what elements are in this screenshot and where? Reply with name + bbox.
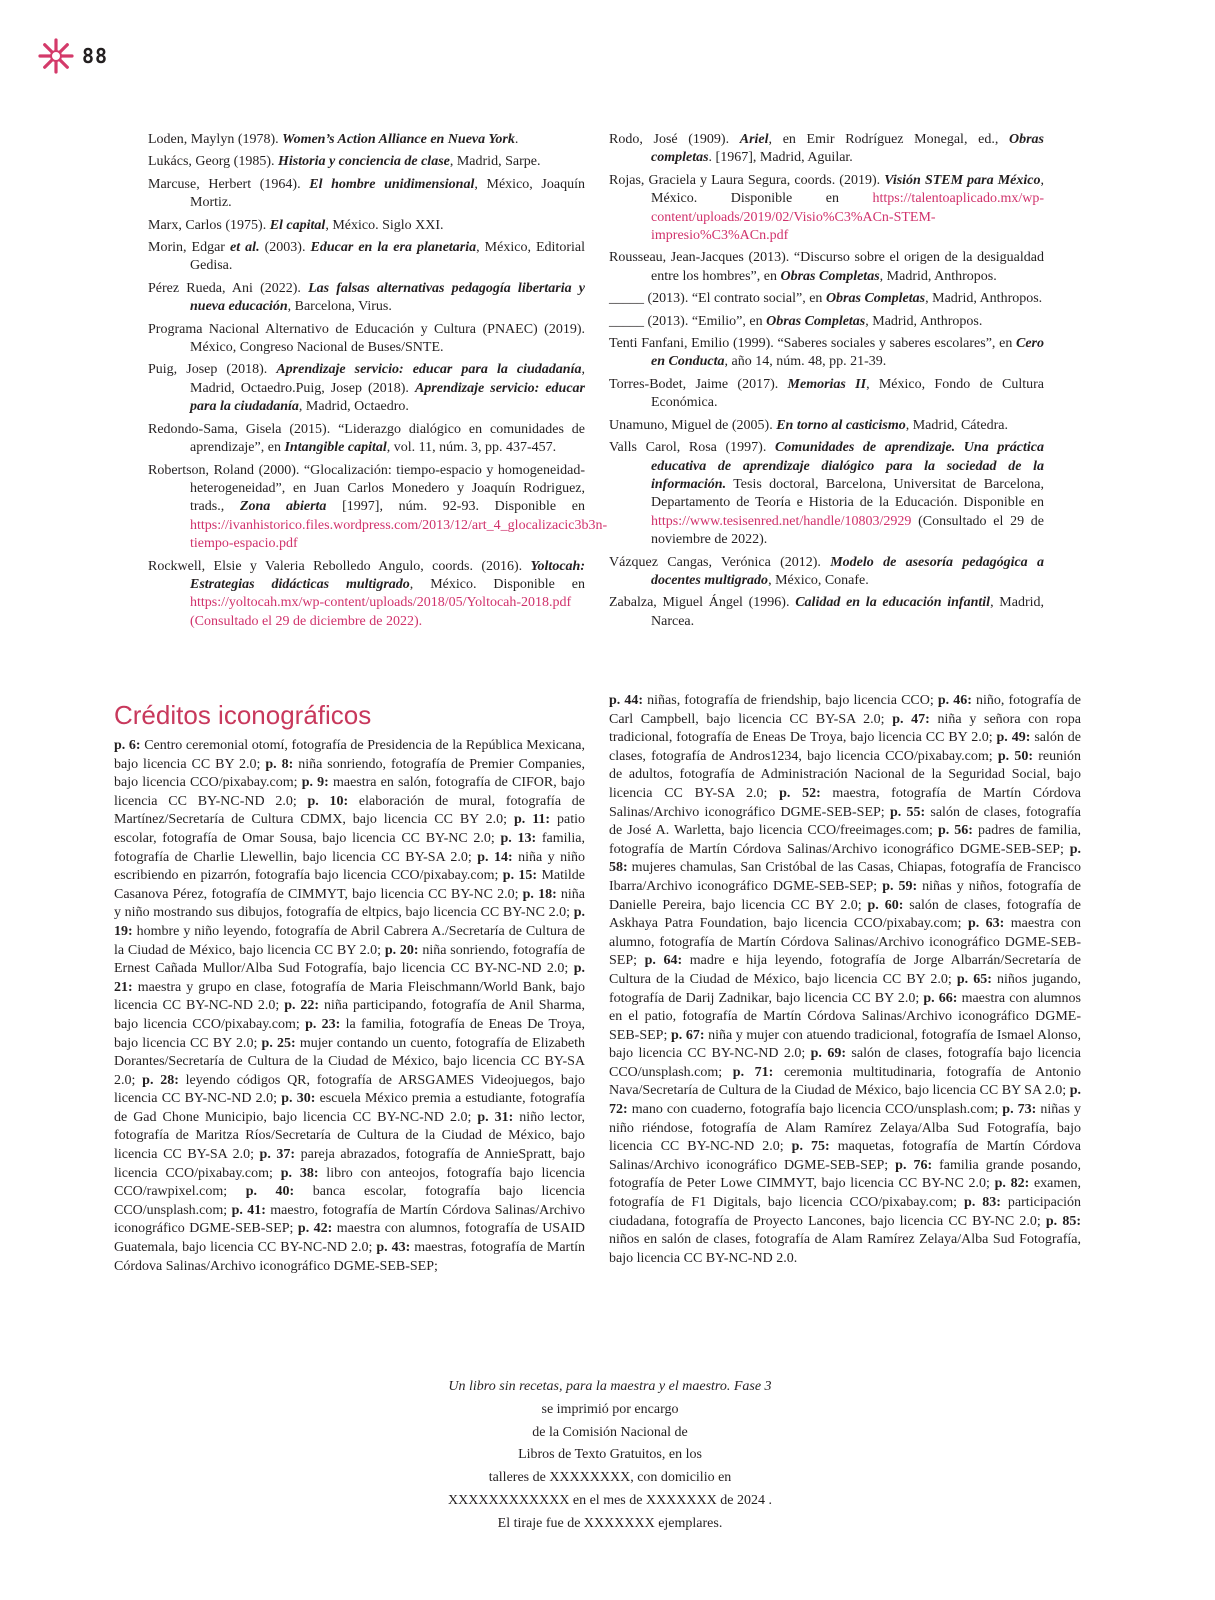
credit-description: Matilde Casanova Pérez, fotografía de CIMMYT, bajo licencia CC BY-NC 2.0;: [114, 868, 585, 902]
reference-text: , Madrid, Octaedro.: [298, 399, 409, 415]
reference-text: , Madrid, Narcea.: [651, 595, 1045, 629]
credit-description: maquetas, fotografía de Martín Córdova Salinas/Archivo iconográfico DGME-SEB-SEP;: [609, 1139, 1081, 1173]
credit-description: participación ciudadana, fotografía de Proyecto Lancones, bajo licencia CC BY-NC 2.0;: [609, 1195, 1081, 1229]
imprint-line: de la Comisión Nacional de: [532, 1424, 688, 1440]
reference-text: , Madrid, Sarpe.: [449, 154, 541, 170]
imprint-colophon: [350, 1376, 870, 1536]
credit-description: libro con anteojos, fotografía bajo licencia CCO/rawpixel.com;: [114, 1165, 585, 1200]
credit-page-label: p. 20:: [384, 942, 419, 958]
reference-text: Marcuse, Herbert (1964).: [148, 176, 310, 192]
reference-entry: [148, 176, 585, 213]
reference-title: Las falsas alternativas pedagogía libertaria y nueva educación: [190, 280, 585, 315]
reference-text: . [1967], Madrid, Aguilar.: [708, 150, 853, 166]
credit-description: madre e hija leyendo, fotografía de Jorge Albarrán/Secretaría de Cultura de la Ciudad de México, bajo licencia CC BY 2.0;: [609, 953, 1081, 987]
reference-text: , México. Disponible en: [651, 172, 1044, 207]
page-number: 88: [82, 44, 109, 68]
reference-entry: [148, 321, 585, 358]
reference-text: Morin, Edgar: [148, 240, 231, 256]
reference-text: Rousseau, Jean-Jacques (2013). “Discurso sobre el origen de la desigualdad entre los hombres”, en: [609, 250, 1044, 284]
reference-text: (2003).: [259, 240, 311, 256]
credit-description: niña y señora con ropa tradicional, fotografía de Eneas De Troya, bajo licencia CC BY 2.0;: [609, 711, 1081, 746]
credit-description: niña y mujer con atuendo tradicional, fotografía de Ismael Alonso, bajo licencia CC BY-NC-ND 2.0;: [609, 1027, 1081, 1062]
credit-description: pareja abrazados, fotografía de AnnieSpratt, bajo licencia CCO/pixabay.com;: [114, 1147, 585, 1181]
credit-description: maestra en salón, fotografía de CIFOR, bajo licencia CC BY-NC-ND 2.0;: [114, 775, 586, 809]
credit-page-label: p. 75:: [791, 1139, 830, 1155]
credit-description: salón de clases, fotografía de José A. Warletta, bajo licencia CCO/freeimages.com;: [609, 804, 1082, 839]
reference-entry: [609, 594, 1044, 631]
reference-text: Puig, Josep (2018).: [148, 362, 277, 378]
reference-link[interactable]: https://www.tesisenred.net/handle/10803/2929: [651, 513, 912, 529]
reference-entry: [609, 417, 1044, 435]
credit-page-label: p. 72:: [609, 1083, 1081, 1118]
imprint-line: XXXXXXXXXXXX en el mes de XXXXXXX de 2024 .: [448, 1492, 772, 1508]
credit-page-label: p. 49:: [996, 730, 1031, 746]
reference-text: Rojas, Graciela y Laura Segura, coords. (2019).: [609, 172, 885, 188]
credit-page-label: p. 69:: [810, 1046, 847, 1062]
reference-title: Intangible capital: [284, 440, 387, 456]
reference-text: , México, Editorial Gedisa.: [190, 240, 585, 274]
imprint-line: Libros de Texto Gratuitos, en los: [518, 1447, 702, 1463]
credit-page-label: p. 37:: [259, 1147, 296, 1163]
imprint-line: se imprimió por encargo: [541, 1401, 679, 1417]
credit-description: maestro, fotografía de Martín Córdova Salinas/Archivo iconográfico DGME-SEB-SEP;: [114, 1202, 585, 1237]
reference-entry: [148, 558, 585, 632]
reference-text: Valls Carol, Rosa (1997).: [609, 440, 775, 456]
credit-description: maestra con alumno, fotografía de Martín Córdova Salinas/Archivo iconográfico DGME-SEB-SEP;: [609, 916, 1081, 969]
credit-description: familia, fotografía de Charlie Llewellin, bajo licencia CC BY-SA 2.0;: [114, 830, 586, 865]
credit-description: niñas, fotografía de friendship, bajo licencia CCO;: [643, 693, 938, 708]
reference-title: Modelo de asesoría pedagógica a docentes multigrado: [651, 554, 1044, 588]
credit-page-label: p. 38:: [280, 1165, 319, 1181]
reference-text: Unamuno, Miguel de (2005).: [609, 417, 777, 433]
reference-entry: [609, 376, 1044, 413]
reference-text: Rockwell, Elsie y Valeria Rebolledo Angulo, coords. (2016).: [148, 558, 531, 574]
reference-text: Torres-Bodet, Jaime (2017).: [609, 376, 788, 392]
credit-description: salón de clases, fotografía de Askhaya Patra Foundation, bajo licencia CCO/pixabay.com;: [609, 897, 1081, 932]
credits-right-column: [609, 692, 1081, 1268]
credit-description: salón de clases, fotografía bajo licencia CCO/unsplash.com;: [609, 1046, 1081, 1080]
credit-page-label: p. 11:: [513, 812, 551, 828]
credit-description: patio escolar, fotografía de Omar Sousa, bajo licencia CC BY-NC 2.0;: [114, 812, 585, 846]
credit-page-label: p. 71:: [732, 1064, 774, 1080]
reference-title: Ariel: [739, 132, 769, 147]
reference-text: Zabalza, Miguel Ángel (1996).: [609, 595, 796, 611]
credits-text: [609, 692, 1081, 1268]
reference-title: El hombre unidimensional: [309, 176, 475, 192]
reference-text: Robertson, Roland (2000). “Glocalización: tiempo-espacio y homogeneidad-heterogeneidad”, en Juan Carlos Monedero y Joaquín Rodriguez, trads.,: [148, 462, 585, 515]
credit-page-label: p. 63:: [967, 916, 1005, 932]
credit-page-label: p. 30:: [281, 1091, 316, 1107]
reference-link[interactable]: https://yoltocah.mx/wp-content/uploads/2018/05/Yoltocah-2018.pdf (Consultado el 29 de diciembre de 2022).: [190, 595, 572, 629]
credit-description: niña y niño mostrando sus dibujos, fotografía de eltpics, bajo licencia CC BY-NC 2.0;: [114, 886, 586, 921]
reference-title: Zona abierta: [239, 499, 327, 515]
credit-page-label: p. 55:: [889, 804, 926, 820]
reference-title: Women’s Action Alliance en Nueva York: [282, 132, 515, 147]
credit-page-label: p. 64:: [644, 953, 683, 969]
reference-text: Tesis doctoral, Barcelona, Universitat de Barcelona, Departamento de Teoría e Historia de la Educación. Disponible en: [651, 476, 1044, 511]
reference-text: , Madrid, Anthropos.: [925, 291, 1043, 307]
credits-text: [114, 737, 585, 1276]
credit-page-label: p. 15:: [502, 868, 538, 884]
reference-text: Loden, Maylyn (1978).: [148, 132, 283, 147]
imprint-line: talleres de XXXXXXXX, con domicilio en: [488, 1470, 732, 1486]
credit-description: maestras, fotografía de Martín Córdova Salinas/Archivo iconográfico DGME-SEB-SEP;: [114, 1240, 585, 1274]
reference-entry: [148, 217, 585, 235]
credit-page-label: p. 6:: [114, 738, 141, 753]
credit-page-label: p. 76:: [895, 1157, 933, 1173]
reference-entry: [148, 280, 585, 317]
reference-text: , México, Fondo de Cultura Económica.: [651, 376, 1044, 411]
credit-page-label: p. 31:: [477, 1109, 514, 1125]
credit-page-label: p. 47:: [892, 711, 930, 727]
credit-description: niño lector, fotografía de Maritza Ríos/Secretaría de Cultura de la Ciudad de México, bajo licencia CC BY-SA 2.0;: [114, 1109, 585, 1163]
reference-text: _____ (2013). “El contrato social”, en: [609, 291, 826, 307]
credit-description: leyendo códigos QR, fotografía de ARSGAMES Videojuegos, bajo licencia CC BY-NC-ND 2.0;: [114, 1072, 586, 1107]
credit-page-label: p. 23:: [305, 1016, 341, 1032]
references-right-column: [609, 131, 1044, 635]
credit-page-label: p. 25:: [261, 1035, 296, 1051]
credit-page-label: p. 58:: [609, 841, 1081, 876]
credit-page-label: p. 19:: [114, 905, 585, 939]
reference-text: Vázquez Cangas, Verónica (2012).: [609, 554, 831, 570]
credit-page-label: p. 22:: [284, 998, 320, 1014]
credit-page-label: p. 40:: [245, 1184, 295, 1200]
reference-text: Programa Nacional Alternativo de Educación y Cultura (PNAEC) (2019). México, Congreso Nacional de Buses/SNTE.: [148, 321, 585, 356]
credit-page-label: p. 83:: [964, 1195, 1001, 1211]
reference-text: [1997], núm. 92-93. Disponible en: [326, 499, 586, 515]
credit-description: hombre y niño leyendo, fotografía de Abril Cabrera A./Secretaría de Cultura de la Ciudad de México, bajo licencia CC BY 2.0;: [114, 923, 585, 958]
reference-title: Visión STEM para México: [884, 172, 1041, 188]
credit-page-label: p. 43:: [376, 1240, 411, 1256]
reference-entry: [148, 131, 585, 149]
credit-description: examen, fotografía de F1 Digitals, bajo licencia CCO/pixabay.com;: [609, 1176, 1081, 1211]
credit-page-label: p. 10:: [307, 793, 349, 809]
credit-page-label: p. 8:: [265, 756, 294, 772]
reference-link[interactable]: https://talentoaplicado.mx/wp-content/uploads/2019/02/Visio%C3%ACn-STEM-impresio%C3%ACn.pdf: [651, 191, 1044, 244]
reference-title: Calidad en la educación infantil: [795, 595, 991, 611]
references-left-column: [148, 131, 608, 635]
credit-page-label: p. 67:: [670, 1027, 705, 1043]
credit-page-label: p. 82:: [994, 1176, 1030, 1192]
reference-entry: [609, 172, 1044, 246]
reference-entry: [148, 421, 585, 458]
credit-description: salón de clases, fotografía de Andros1234, bajo licencia CCO/pixabay.com;: [609, 730, 1082, 764]
credit-page-label: p. 46:: [937, 693, 972, 708]
reference-title: Obras Completas: [766, 313, 866, 329]
reference-entry: [609, 439, 1044, 549]
reference-text: , en Emir Rodríguez Monegal, ed.,: [768, 132, 1009, 147]
pink-flower-icon: [38, 38, 74, 74]
credit-description: niños en salón de clases, fotografía de Alam Ramírez Zelaya/Alba Sud Fotografía, bajo licencia CC BY-NC-ND 2.0.: [609, 1232, 1081, 1266]
credit-page-label: p. 66:: [923, 990, 958, 1006]
credit-page-label: p. 65:: [956, 971, 992, 987]
credit-description: maestra, fotografía de Martín Córdova Salinas/Archivo iconográfico DGME-SEB-SEP;: [609, 785, 1081, 820]
reference-entry: [148, 239, 585, 276]
credit-page-label: p. 13:: [500, 830, 537, 846]
credit-page-label: p. 41:: [231, 1202, 266, 1218]
credit-page-label: p. 50:: [997, 748, 1034, 764]
credit-page-label: p. 60:: [867, 897, 904, 913]
credit-page-label: p. 44:: [609, 693, 644, 708]
reference-text: , Madrid, Cátedra.: [905, 417, 1008, 433]
reference-title: Obras Completas: [780, 268, 880, 284]
reference-text: Lukács, Georg (1985).: [148, 154, 278, 170]
credit-description: niña sonriendo, fotografía de Premier Companies, bajo licencia CCO/pixabay.com;: [114, 756, 586, 791]
credit-description: niña participando, fotografía de Anil Sharma, bajo licencia CCO/pixabay.com;: [114, 998, 585, 1032]
credit-description: familia grande posando, fotografía de Peter Lowe CIMMYT, bajo licencia CC BY-NC 2.0;: [609, 1157, 1082, 1192]
credit-description: ceremonia multitudinaria, fotografía de Antonio Nava/Secretaría de Cultura de la Ciudad de México, bajo licencia CC BY SA 2.0;: [609, 1064, 1082, 1099]
credit-description: niño, fotografía de Carl Campbell, bajo licencia CC BY-SA 2.0;: [609, 693, 1081, 727]
credit-description: niñas y niños, fotografía de Danielle Pereira, bajo licencia CC BY 2.0;: [609, 878, 1081, 913]
credit-page-label: p. 42:: [297, 1221, 333, 1237]
credit-page-label: p. 14:: [477, 849, 513, 865]
reference-title: Cero en Conducta: [651, 336, 1044, 370]
credit-description: elaboración de mural, fotografía de Martínez/Secretaría de Cultura CDMX, bajo licencia CC BY 2.0;: [114, 793, 586, 828]
reference-title: Educar en la era planetaria: [310, 240, 477, 256]
credits-title: Créditos iconográficos: [114, 700, 372, 730]
credit-description: la familia, fotografía de Eneas De Troya, bajo licencia CC BY 2.0;: [114, 1016, 585, 1051]
credit-page-label: p. 52:: [779, 785, 821, 801]
credit-description: niñas y niño riéndose, fotografía de Alam Ramírez Zelaya/Alba Sud Fotografía, bajo licencia CC BY-NC-ND 2.0;: [609, 1102, 1081, 1155]
credit-description: reunión de adultos, fotografía de Administración Nacional de la Seguridad Social, bajo licencia CC BY-SA 2.0;: [609, 748, 1081, 801]
reference-text: Rodo, José (1909).: [609, 132, 740, 147]
reference-title: Obras Completas: [825, 291, 926, 307]
reference-entry: [609, 131, 1044, 168]
credit-description: banca escolar, fotografía bajo licencia CCO/unsplash.com;: [114, 1184, 585, 1218]
reference-title: El capital: [269, 217, 326, 233]
credit-description: mujer contando un cuento, fotografía de Elizabeth Dorantes/Secretaría de Cultura de la Ciudad de México, bajo licencia CC BY-SA 2.0;: [114, 1035, 586, 1088]
reference-title: Memorias II: [787, 376, 867, 392]
credits-left-column: [114, 737, 585, 1276]
reference-text: , México, Conafe.: [768, 572, 869, 588]
reference-entry: [609, 313, 1044, 331]
credit-page-label: p. 18:: [522, 886, 557, 902]
reference-text: Pérez Rueda, Ani (2022).: [148, 280, 309, 296]
credit-page-label: p. 73:: [1002, 1102, 1037, 1118]
credit-page-label: p. 9:: [301, 775, 329, 791]
reference-title: et al.: [230, 240, 260, 256]
reference-text: , año 14, núm. 48, pp. 21-39.: [724, 354, 887, 370]
reference-text: , vol. 11, núm. 3, pp. 437-457.: [386, 440, 557, 456]
reference-entry: [609, 249, 1044, 286]
credit-page-label: p. 59:: [882, 878, 918, 894]
credit-description: maestra con alumnos en el patio, fotografía de Martín Córdova Salinas/Archivo iconográfico DGME-SEB-SEP;: [609, 990, 1082, 1043]
credit-description: padres de familia, fotografía de Martín Córdova Salinas/Archivo iconográfico DGME-SEB-SEP;: [609, 823, 1081, 857]
credit-description: niños jugando, fotografía de Darij Zadnikar, bajo licencia CC BY 2.0;: [609, 971, 1081, 1006]
reference-title: Comunidades de aprendizaje. Una práctica educativa de aprendizaje dialógico para la sociedad de la información.: [651, 440, 1044, 492]
reference-entry: [148, 462, 608, 554]
reference-title: Obras completas: [651, 132, 1044, 166]
credit-page-label: p. 21:: [114, 961, 585, 995]
credit-description: maestra con alumnos, fotografía de USAID Guatemala, bajo licencia CC BY-NC-ND 2.0;: [114, 1221, 586, 1256]
credit-page-label: p. 85:: [1045, 1213, 1082, 1229]
reference-entry: [609, 335, 1044, 372]
credit-page-label: p. 56:: [937, 823, 973, 839]
reference-text: , México. Siglo XXI.: [325, 217, 444, 233]
reference-text: , México, Joaquín Mortiz.: [190, 176, 585, 211]
reference-text: , Madrid, Octaedro.Puig, Josep (2018).: [190, 362, 585, 396]
imprint-line: El tiraje fue de XXXXXXX ejemplares.: [497, 1515, 723, 1531]
reference-title: Aprendizaje servicio: educar para la ciudadanía: [276, 362, 582, 378]
reference-text: , Madrid, Anthropos.: [865, 313, 983, 329]
imprint-title: Un libro sin recetas, para la maestra y el maestro. Fase 3: [448, 1379, 772, 1394]
reference-title: Yoltocah: Estrategias didácticas multigrado: [190, 558, 585, 592]
reference-text: Tenti Fanfani, Emilio (1999). “Saberes sociales y saberes escolares”, en: [609, 336, 1016, 352]
credit-description: niña y niño escribiendo en pizarrón, fotografía bajo licencia CCO/pixabay.com;: [114, 849, 585, 884]
reference-entry: [148, 361, 585, 416]
reference-text: .: [514, 132, 519, 147]
credit-description: maestra y grupo en clase, fotografía de Maria Fleischmann/World Bank, bajo licencia CC BY-NC-ND 2.0;: [114, 979, 585, 1014]
credit-description: escuela México premia a estudiante, fotografía de Gad Chone Municipio, bajo licencia CC BY-NC-ND 2.0;: [114, 1091, 585, 1125]
page-header: [38, 38, 108, 74]
reference-text: Redondo-Sama, Gisela (2015). “Liderazgo dialógico en comunidades de aprendizaje”, en: [148, 421, 585, 456]
reference-text: (Consultado el 29 de noviembre de 2022).: [651, 513, 1044, 548]
reference-text: , Madrid, Anthropos.: [879, 268, 997, 284]
reference-link[interactable]: https://ivanhistorico.files.wordpress.com/2013/12/art_4_glocalizacic3b3n-tiempo-espacio.pdf: [190, 517, 608, 552]
reference-title: Historia y conciencia de clase: [278, 154, 450, 170]
reference-text: , México. Disponible en: [409, 576, 586, 592]
reference-text: Marx, Carlos (1975).: [148, 217, 270, 233]
reference-text: _____ (2013). “Emilio”, en: [609, 313, 767, 329]
reference-entry: [609, 554, 1044, 591]
reference-title: En torno al casticismo: [776, 417, 906, 433]
reference-entry: [148, 153, 585, 171]
credit-description: niña sonriendo, fotografía de Ernest Cañada Mullor/Alba Sud Fotografía, bajo licencia CC BY-NC-ND 2.0;: [114, 942, 585, 977]
reference-entry: [609, 290, 1044, 308]
credit-description: mujeres chamulas, San Cristóbal de las Casas, Chiapas, fotografía de Francisco Ibarra/Archivo iconográfico DGME-SEB-SEP;: [609, 860, 1081, 894]
credit-page-label: p. 28:: [142, 1072, 179, 1088]
credit-description: Centro ceremonial otomí, fotografía de Presidencia de la República Mexicana, bajo licencia CC BY 2.0;: [114, 738, 585, 772]
reference-text: , Barcelona, Virus.: [287, 299, 392, 315]
credit-description: mano con cuaderno, fotografía bajo licencia CCO/unsplash.com;: [627, 1102, 1003, 1118]
reference-title: Aprendizaje servicio: educar para la ciudadanía: [190, 380, 585, 415]
